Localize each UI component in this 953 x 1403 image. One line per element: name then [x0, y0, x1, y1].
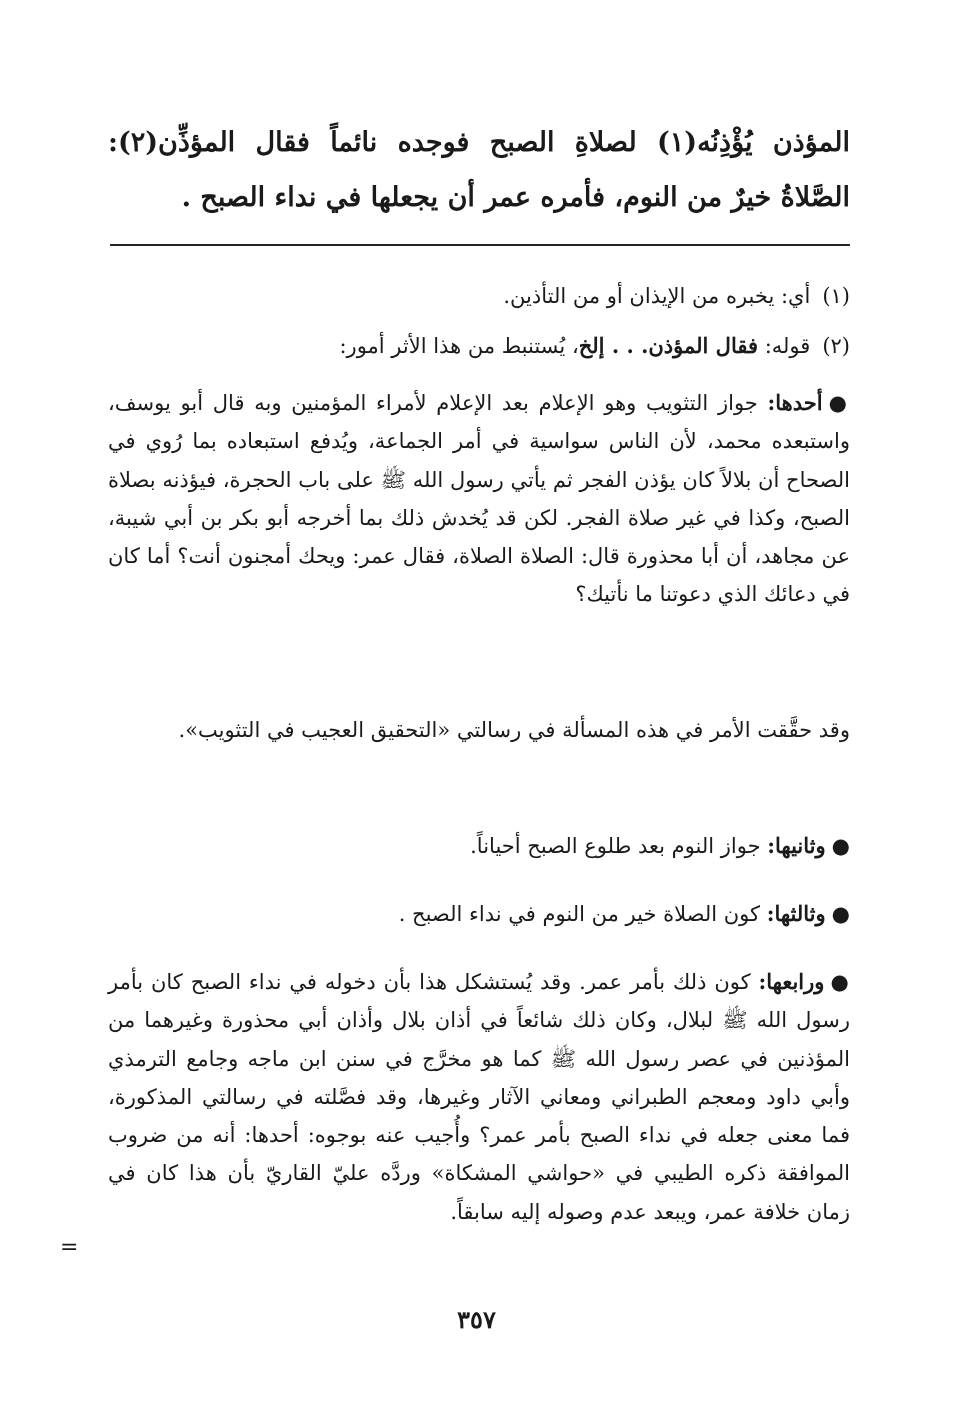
footnote-2-number: (٢): [822, 334, 850, 358]
main-text-content: المؤذن يُؤْذِنُه(١) لصلاةِ الصبح فوجده نائماً فقال المؤذِّن(٢): الصَّلاةُ خيرٌ من النوم، فأمره عمر أن يجعلها في نداء الصبح .: [108, 127, 850, 213]
continuation-mark: =: [60, 1235, 79, 1260]
footnote-1-text: أي: يخبره من الإيذان أو من التأذين.: [503, 284, 811, 308]
bullet-icon: ●: [831, 901, 850, 926]
point-third: [108, 895, 850, 933]
point-fourth-label: ورابعها:: [758, 969, 825, 994]
point-third-label: وثالثها:: [766, 901, 826, 926]
page-number: ٣٥٧: [457, 1305, 496, 1334]
point-first-text: جواز التثويب وهو الإعلام بعد الإعلام لأمراء المؤمنين وبه قال أبو يوسف، واستبعده محمد، لأن الناس سواسية في أمر الجماعة، ويُدفع استبعاده بما رُوي في الصحاح أن بلالاً كان يؤذن الفجر ثم يأتي رسول الله ﷺ على باب الحجرة، فيؤذنه بصلاة الصبح، وكذا في غير صلاة الفجر. لكن قد يُخدش ذلك بما أخرجه أبو بكر بن أبي شيبة، عن مجاهد، أن أبا محذورة قال: الصلاة الصلاة، فقال عمر: ويحك أمجنون أنت؟ أما كان في دعائك الذي دعوتنا ما نأتيك؟: [108, 391, 850, 607]
footnote-1-number: (١): [822, 284, 850, 308]
point-first-note: [108, 711, 850, 749]
bullet-icon: ●: [830, 969, 850, 994]
footnote-2-lead: قوله:: [764, 334, 811, 358]
point-third-text: كون الصلاة خير من النوم في نداء الصبح .: [398, 902, 761, 926]
point-fourth-text: كون ذلك بأمر عمر. وقد يُستشكل هذا بأن دخوله في نداء الصبح كان بأمر رسول الله ﷺ لبلال، وكان ذلك شائعاً في أذان بلال وأذان أبي محذورة وغيرهما من المؤذنين في عصر رسول الله ﷺ كما هو مخرَّج في سنن ابن ماجه وجامع الترمذي وأبي داود ومعجم الطبراني ومعاني الآثار وغيرها، وقد فصَّلته في رسالتي المذكورة، فما معنى جعله في نداء الصبح بأمر عمر؟ وأُجيب عنه بوجوه: أحدها: أنه من ضروب الموافقة ذكره الطيبي في «حواشي المشكاة» وردَّه عليّ القاريّ بأن هذا كان في زمان خلافة عمر، ويبعد عدم وصوله إليه سابقاً.: [108, 970, 850, 1224]
footnote-2-text: ، يُستنبط من هذا الأثر أمور:: [339, 334, 579, 358]
point-second-label: وثانيها:: [767, 833, 826, 858]
point-first-note-text: وقد حقَّقت الأمر في هذه المسألة في رسالتي «التحقيق العجيب في التثويب».: [178, 718, 850, 742]
bullet-icon: ●: [828, 390, 850, 415]
point-first: [108, 384, 850, 614]
main-text: [108, 115, 850, 225]
footnote-divider: [110, 244, 850, 246]
point-second: [108, 827, 850, 865]
footnote-2-quote: فقال المؤذن. . . إلخ: [578, 333, 758, 358]
footnote-2: [108, 330, 850, 362]
bullet-icon: ●: [831, 833, 850, 858]
point-fourth: [108, 963, 850, 1231]
point-first-label: أحدها:: [767, 390, 823, 415]
point-second-text: جواز النوم بعد طلوع الصبح أحياناً.: [470, 834, 761, 858]
footnote-1: [108, 280, 850, 312]
